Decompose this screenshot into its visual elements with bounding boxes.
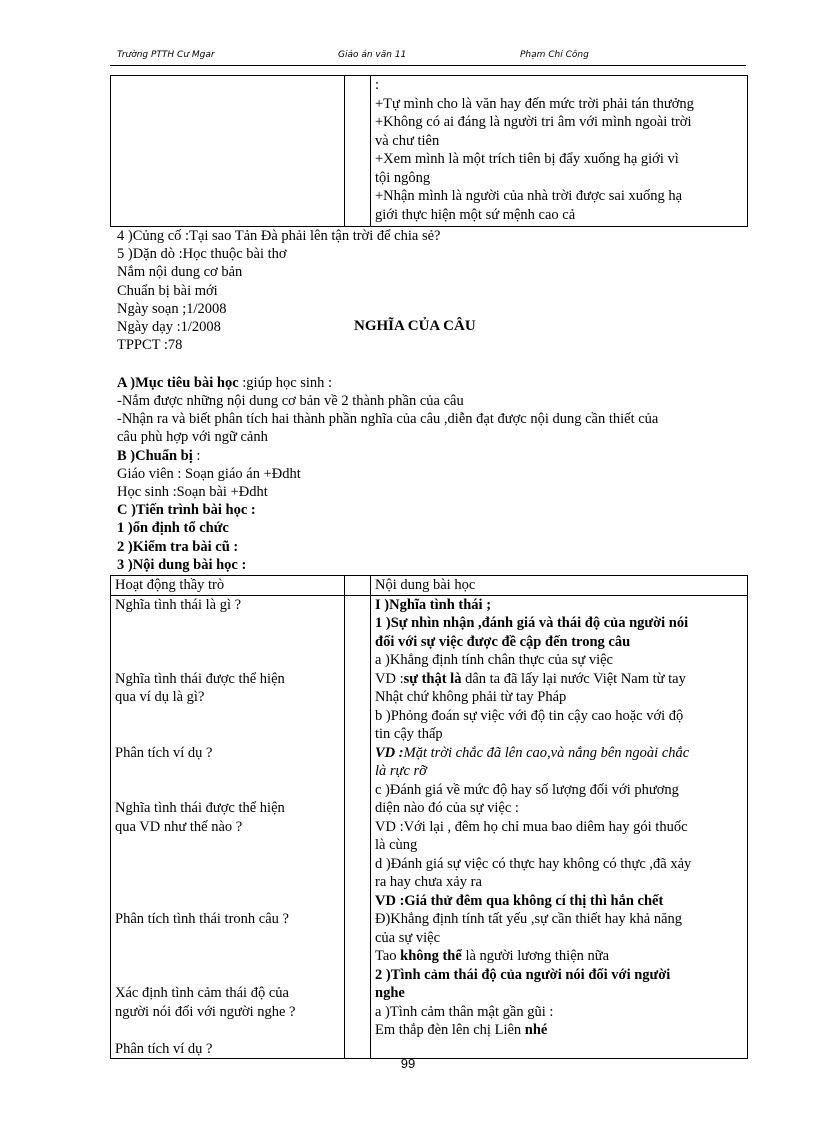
activity-cell [111,595,345,1059]
activity-line [115,651,340,670]
content-fragment: Em thắp đèn lên chị Liên [375,1022,525,1038]
content-fragment-bold: VD : [375,744,404,761]
activity-line: Nghĩa tình thái là gì ? [115,596,242,613]
content-line: b )Phỏng đoán sự việc với độ tin cậy cao hoặc với độ [375,707,684,724]
activity-line [115,725,340,744]
content-line: a )Khẳng định tính chân thực của sự việc [375,652,613,668]
activity-line [115,762,340,781]
page-number: 99 [400,1056,416,1071]
header-activity: Hoạt động thầy trò [111,576,345,596]
body-line: Chuẩn bị bài mới [117,283,218,299]
section-b-line: Học sinh :Soạn bài +Đdht [117,484,268,500]
content-line: là cùng [375,837,418,853]
header-content: Nội dung bài học [371,576,748,596]
activity-line: người nói đối với người nghe ? [115,1003,296,1020]
activity-line [115,1021,340,1040]
activity-line [115,947,340,966]
section-b-heading [117,447,200,466]
content-line: ra hay chưa xảy ra [375,874,482,890]
activity-line: Xác định tình cảm thái độ của [115,985,289,1001]
prep-date: Ngày soạn ;1/2008 [117,301,227,317]
activity-line [115,892,340,911]
activity-line: Nghĩa tình thái được thể hiện [115,670,285,687]
content-line: VD :Giá thử đêm qua không cí thị thì hắn chết [375,892,664,909]
activity-line: Phân tích tình thái tronh câu ? [115,911,289,927]
section-a-line: -Nhận ra và biết phân tích hai thành phần nghĩa của câu ,diễn đạt được nội dung cần thiết của [117,411,659,427]
header-mid [345,576,371,596]
lesson-mid-cell [345,595,371,1059]
activity-line: Nghĩa tình thái được thể hiện [115,800,285,816]
content-line: I )Nghĩa tình thái ; [375,596,492,613]
lesson-table [110,575,748,1059]
content-line [375,947,743,966]
activity-line: qua ví dụ là gì? [115,689,205,705]
content-fragment: Tao [375,948,401,964]
section-c-heading: C )Tiến trình bài học : [117,502,256,518]
program-number: TPPCT :78 [117,337,183,353]
content-line: diện nào đó của sự việc : [375,800,519,816]
top-table-right-cell [371,76,748,227]
content-line: tin cậy thấp [375,726,443,742]
top-line: và chư tiên [375,132,440,149]
top-table-mid-cell [345,76,371,227]
top-line: tội ngông [375,169,431,186]
content-line: 2 )Tình cảm thái độ của người nói đối với người [375,966,671,983]
content-fragment: VD : [375,670,404,687]
content-line [375,744,743,763]
section-c-step: 3 )Nội dung bài học : [117,557,247,573]
activity-line [115,836,340,855]
section-b-heading-rest: : [192,448,201,464]
activity-line [115,633,340,652]
content-fragment: dân ta đã lấy lại nước Việt Nam từ tay [461,670,686,687]
content-line [375,1021,743,1040]
content-line [375,670,743,689]
top-line: +Xem mình là một trích tiên bị đẩy xuống hạ giới vì [375,151,679,167]
top-line: giới thực hiện một sứ mệnh cao cả [375,206,576,223]
header-school: Trường PTTH Cư Mgar [117,50,215,60]
content-fragment-italic: Mặt trời chắc đã lên cao,và nắng bên ngoài chắc [403,744,690,761]
content-line: của sự việc [375,929,441,946]
content-fragment-bold: sự thật là [403,670,462,687]
body-line: Nắm nội dung cơ bản [117,264,243,280]
activity-line [115,614,340,633]
teach-date: Ngày dạy :1/2008 [117,319,221,335]
lesson-title: NGHĨA CỦA CÂU [354,318,476,334]
activity-line [115,929,340,948]
top-table [110,75,748,227]
content-line: c )Đánh giá về mức độ hay số lượng đối với phương [375,781,679,798]
content-line: 1 )Sự nhìn nhận ,đánh giá và thái độ của người nói [375,615,689,631]
activity-line [115,707,340,726]
section-c-step: 2 )Kiểm tra bài cũ : [117,539,239,555]
activity-line: Phân tích ví dụ ? [115,1040,213,1057]
content-line: nghe [375,985,405,1001]
activity-line [115,966,340,985]
header-subject: Giáo án văn 11 [338,50,407,60]
homework-line: 5 )Dặn dò :Học thuộc bài thơ [117,246,287,262]
section-a-heading-rest: :giúp học sinh : [238,375,333,391]
content-line: đối với sự việc được đề cập đến trong câu [375,633,631,650]
content-line: Nhật chứ không phải từ tay Pháp [375,689,567,705]
section-a-heading [117,374,332,393]
section-a-line: câu phù hợp với ngữ cảnh [117,429,268,445]
review-line: 4 )Củng cố :Tại sao Tản Đà phải lên tận trời để chia sẻ? [117,228,441,244]
section-b-line: Giáo viên : Soạn giáo án +Đdht [117,466,301,482]
top-line: : [375,77,380,93]
activity-line: qua VD như thế nào ? [115,818,243,835]
content-line: a )Tình cảm thân mật gần gũi : [375,1003,554,1020]
content-line: Đ)Khẳng định tính tất yếu ,sự cần thiết hay khả năng [375,911,683,927]
content-fragment: là người lương thiện nữa [461,948,610,964]
content-line: d )Đánh giá sự việc có thực hay không có thực ,đã xảy [375,855,692,872]
activity-line [115,873,340,892]
content-cell [371,595,748,1059]
top-line: +Không có ai đáng là người tri âm với mình ngoài trời [375,114,692,130]
top-table-left-cell [111,76,345,227]
section-c-step: 1 )ổn định tổ chức [117,520,229,536]
content-fragment-bold: nhé [524,1022,548,1038]
section-b-heading-bold: B )Chuẩn bị [117,448,193,464]
activity-line [115,781,340,800]
activity-line: Phân tích ví dụ ? [115,744,213,761]
section-a-heading-bold: A )Mục tiêu bài học [117,375,239,391]
content-fragment-bold: không thể [400,948,462,964]
content-line: VD :Với lại , đêm họ chỉ mua bao diêm hay gói thuốc [375,818,688,835]
top-line: +Tự mình cho là văn hay đến mức trời phải tán thưởng [375,95,694,112]
header-teacher: Phạm Chí Công [520,50,589,60]
top-line: +Nhận mình là người của nhà trời được sai xuống hạ [375,188,683,204]
activity-line [115,855,340,874]
section-a-line: -Nắm được những nội dung cơ bản về 2 thành phần của câu [117,393,464,409]
header-rule [110,65,746,66]
content-line: là rực rỡ [375,763,427,779]
